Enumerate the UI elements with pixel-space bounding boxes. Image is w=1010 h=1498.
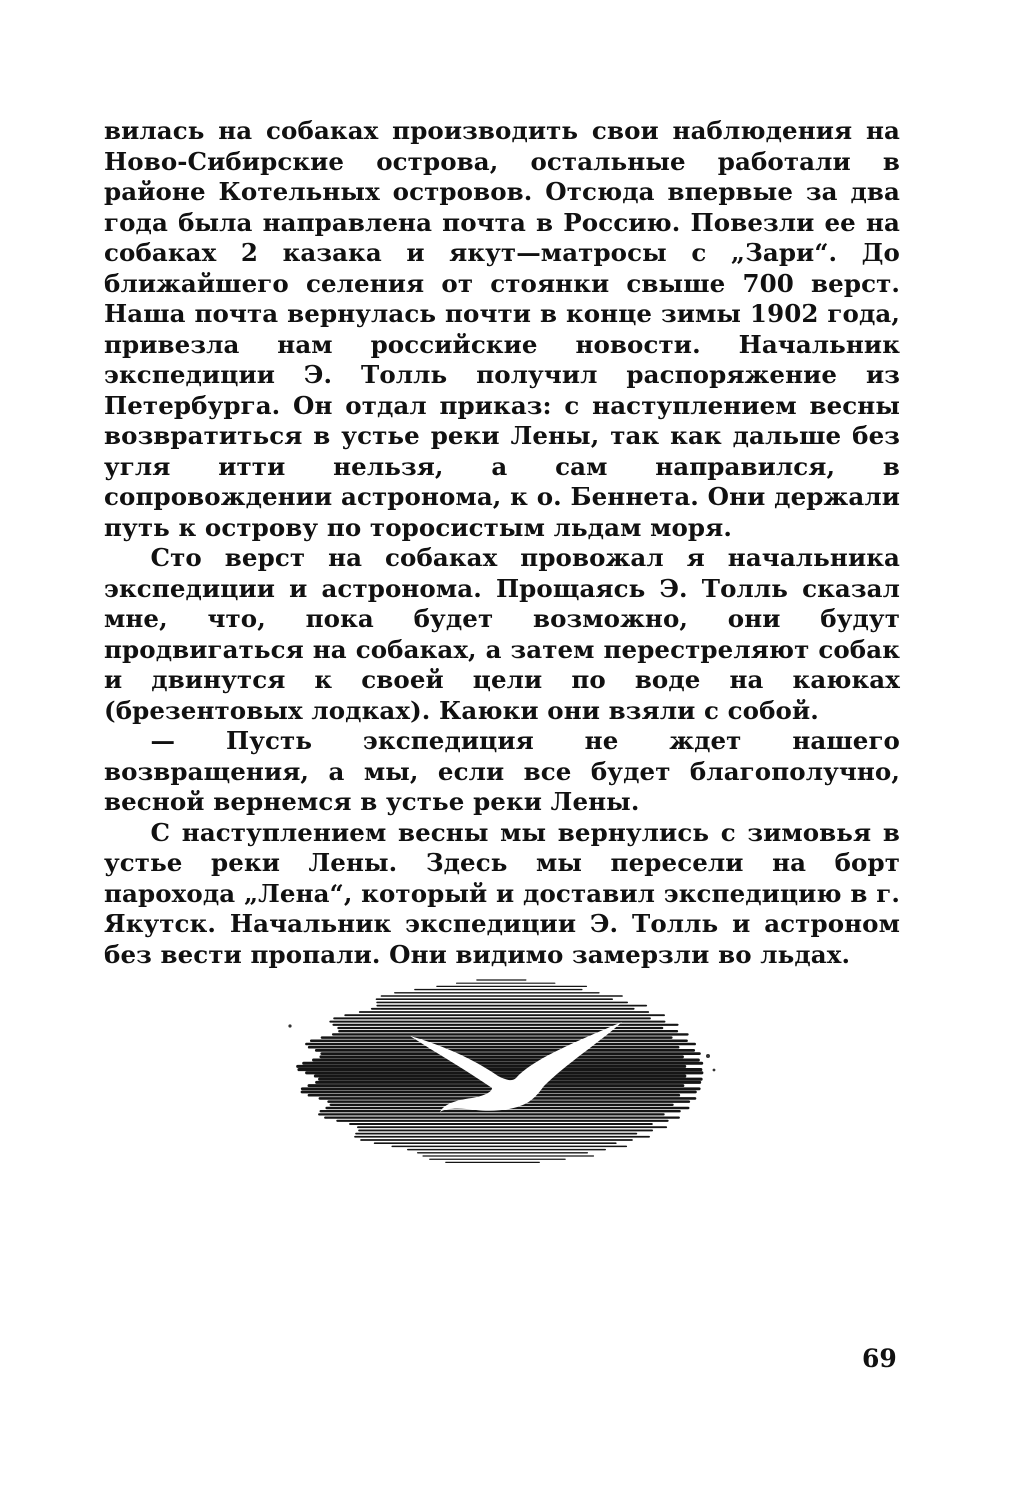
paragraph-1: вилась на собаках производить свои наблюдения на Ново-Сибирские острова, остальные работали в районе Котельных островов. Отсюда впервые за два года была направлена почта в Россию. Повезли ее на собаках 2 казака и якут—матросы с „Зари“. До ближайшего селения от стоянки свыше 700 верст. Наша почта вернулась почти в конце зимы 1902 года, привезла нам российские новости. Начальник экспедиции Э. Толль получил распоряжение из Петербурга. Он отдал приказ: с наступлением весны возвратиться в устье реки Лены, так как дальше без угля итти нельзя, а сам направился, в сопровождении астронома, к о. Беннета. Они держали путь к острову по торосистым льдам моря. — [104, 116, 900, 542]
seagull-flying-icon — [270, 960, 740, 1180]
speck — [706, 1054, 710, 1058]
paragraph-2: Сто верст на собаках провожал я начальника экспедиции и астронома. Прощаясь Э. Толль сказал мне, что, пока будет возможно, они будут продвигаться на собаках, а затем перестреляют собак и двинутся к своей цели по воде на каюках (брезентовых лодках). Каюки они взяли с собой. — [104, 543, 900, 725]
paragraph-3: — Пусть экспедиция не ждет нашего возвращения, а мы, если все будет благополучно, весной вернемся в устье реки Лены. — [104, 726, 900, 816]
page-number: 69 — [862, 1344, 897, 1373]
speck — [713, 1069, 716, 1072]
paragraph-4: С наступлением весны мы вернулись с зимовья в устье реки Лены. Здесь мы пересели на борт парохода „Лена“, который и доставил экспедицию в г. Якутск. Начальник экспедиции Э. Толль и астроном без вести пропали. Они видимо замерзли во льдах. — [104, 817, 900, 969]
body-text — [104, 116, 900, 970]
speck — [288, 1024, 291, 1027]
sky-hatching — [298, 980, 702, 1162]
